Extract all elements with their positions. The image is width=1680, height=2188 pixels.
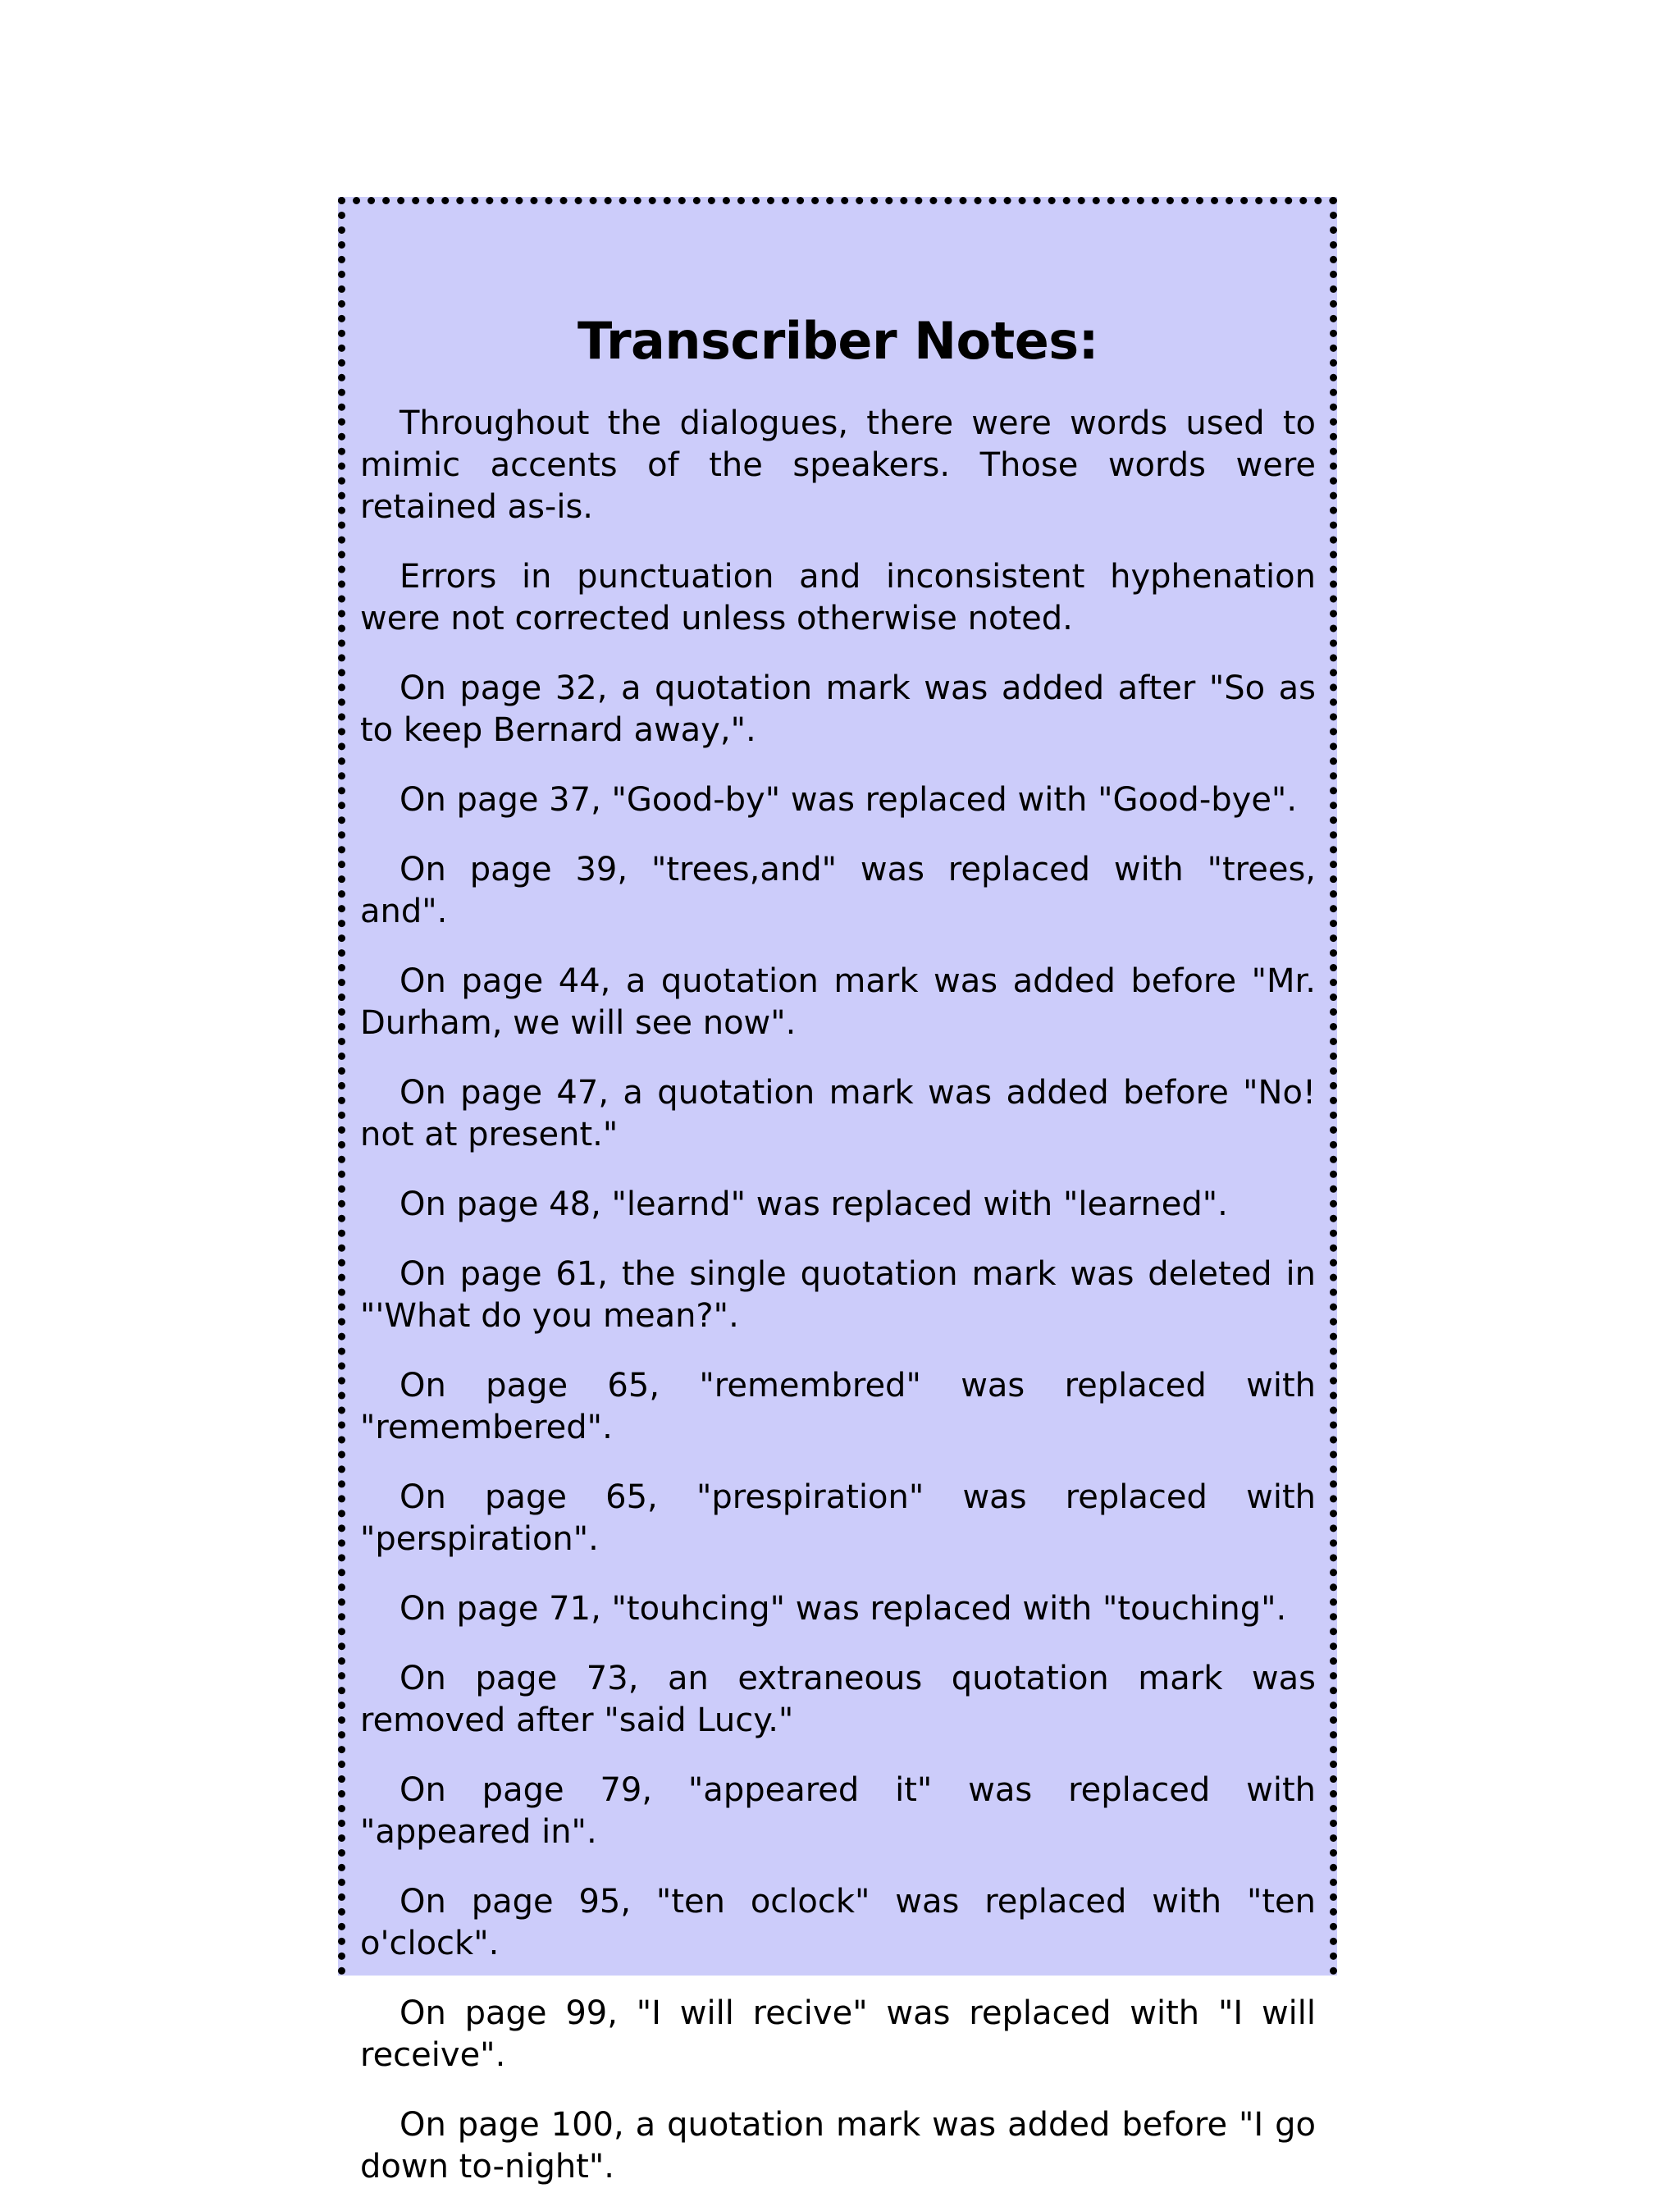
note-paragraph: On page 71, "touhcing" was replaced with "touching". xyxy=(399,1590,1287,1628)
transcriber-notes-box xyxy=(338,197,1337,2186)
note-paragraph: On page 37, "Good-by" was replaced with "Good-bye". xyxy=(399,781,1298,820)
notes-list xyxy=(360,403,1316,2188)
note-paragraph: On page 65, "prespiration" was replaced with "perspiration". xyxy=(360,1478,1316,1559)
note-paragraph: On page 95, "ten oclock" was replaced with "ten o'clock". xyxy=(360,1883,1316,1963)
note-paragraph: On page 48, "learnd" was replaced with "learned". xyxy=(399,1185,1228,1224)
notes-title: Transcriber Notes: xyxy=(578,311,1098,371)
note-paragraph: On page 44, a quotation mark was added before "Mr. Durham, we will see now". xyxy=(360,962,1316,1043)
note-paragraph: On page 39, "trees,and" was replaced with "trees, and". xyxy=(360,851,1316,931)
note-paragraph: On page 100, a quotation mark was added before "I go down to-night". xyxy=(360,2106,1316,2186)
note-paragraph: Errors in punctuation and inconsistent hyphenation were not corrected unless otherwise noted. xyxy=(360,558,1316,638)
note-paragraph: On page 61, the single quotation mark was deleted in "'What do you mean?". xyxy=(360,1255,1316,1336)
note-paragraph: On page 65, "remembred" was replaced with "remembered". xyxy=(360,1367,1316,1447)
note-paragraph: On page 99, "I will recive" was replaced with "I will receive". xyxy=(360,1994,1316,2075)
note-paragraph: On page 32, a quotation mark was added after "So as to keep Bernard away,". xyxy=(360,669,1316,750)
note-paragraph: On page 73, an extraneous quotation mark was removed after "said Lucy." xyxy=(360,1660,1316,1740)
note-paragraph: On page 47, a quotation mark was added before "No! not at present." xyxy=(360,1074,1316,1154)
note-paragraph: On page 79, "appeared it" was replaced with "appeared in". xyxy=(360,1771,1316,1852)
note-paragraph: Throughout the dialogues, there were words used to mimic accents of the speakers. Those words were retained as-is. xyxy=(360,404,1316,527)
